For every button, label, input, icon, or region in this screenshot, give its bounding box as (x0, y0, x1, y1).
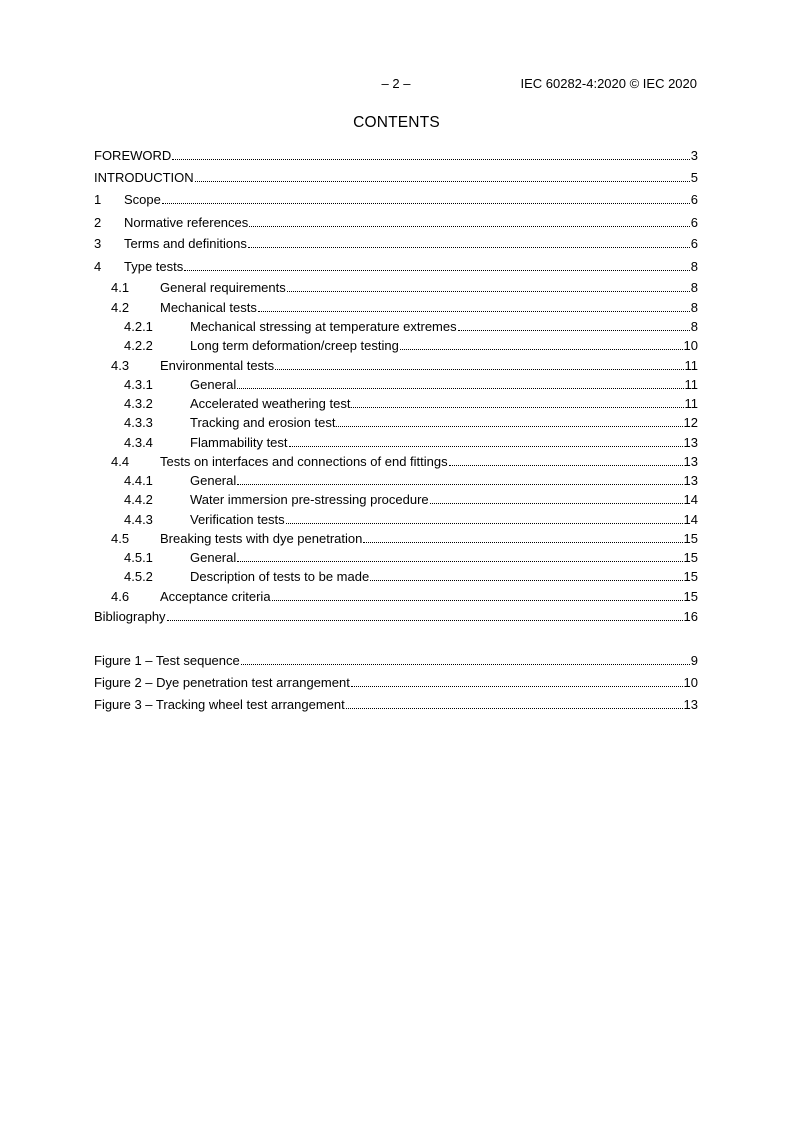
dot-leader (449, 464, 683, 466)
toc-entry-number: 4.3.2 (124, 396, 153, 411)
toc-entry-page: 8 (690, 259, 698, 274)
toc-entry[interactable] (94, 233, 698, 251)
toc-entry-page: 5 (690, 170, 698, 185)
dot-leader (289, 445, 683, 447)
toc-entry-number: 3 (94, 236, 102, 251)
toc-entry-number: 4.4 (111, 454, 130, 469)
dot-leader (237, 483, 682, 485)
figure-list-label: Figure 2 – Dye penetration test arrangement (94, 675, 350, 690)
dot-leader (286, 522, 683, 524)
dot-leader (363, 541, 682, 543)
toc-entry-number: 4.2 (111, 300, 130, 315)
toc-entry-number: 4.2.2 (124, 338, 153, 353)
toc-entry-number: 4.5.2 (124, 569, 153, 584)
toc-entry-page: 11 (684, 377, 698, 392)
toc-entry-page: 16 (683, 609, 698, 624)
toc-entry[interactable] (94, 277, 698, 295)
toc-entry-label: Acceptance criteria (160, 589, 271, 604)
toc-entry-label: Mechanical stressing at temperature extremes (190, 319, 457, 334)
toc-entry[interactable] (94, 451, 698, 469)
dot-leader (346, 707, 683, 709)
toc-entry-label: Flammability test (190, 435, 288, 450)
toc-entry-page: 13 (683, 473, 698, 488)
toc-entry-page: 14 (683, 512, 698, 527)
toc-entry-label: Verification tests (190, 512, 285, 527)
toc-entry-number: 4.3.4 (124, 435, 153, 450)
toc-entry-label: FOREWORD (94, 148, 172, 163)
dot-leader (275, 368, 683, 370)
page-title: CONTENTS (353, 114, 440, 131)
toc-entry-label: Terms and definitions (124, 236, 247, 251)
dot-leader (241, 663, 690, 665)
toc-entry-page: 15 (683, 531, 698, 546)
dot-leader (272, 599, 683, 601)
toc-entry[interactable] (94, 316, 698, 334)
toc-entry-label: General (190, 473, 237, 488)
toc-entry[interactable] (94, 189, 698, 207)
toc-entry[interactable] (94, 412, 698, 430)
toc-entry[interactable] (94, 335, 698, 353)
dot-leader (430, 502, 683, 504)
dot-leader (287, 290, 690, 292)
toc-entry[interactable] (94, 167, 698, 185)
dot-leader (237, 560, 682, 562)
toc-entry-number: 4.6 (111, 589, 130, 604)
toc-entry-number: 4.2.1 (124, 319, 153, 334)
dot-leader (162, 202, 690, 204)
toc-entry-label: Scope (124, 192, 161, 207)
toc-entry-page: 13 (683, 435, 698, 450)
toc-entry-page: 11 (684, 396, 698, 411)
toc-entry[interactable] (94, 374, 698, 392)
toc-entry-number: 4.3.3 (124, 415, 153, 430)
toc-entry-page: 6 (690, 236, 698, 251)
dot-leader (172, 158, 689, 160)
figure-list-label: Figure 1 – Test sequence (94, 653, 240, 668)
dot-leader (258, 310, 690, 312)
toc-entry-number: 4 (94, 259, 102, 274)
toc-entry-label: Accelerated weathering test (190, 396, 351, 411)
toc-entry-number: 4.5.1 (124, 550, 153, 565)
toc-entry-number: 1 (94, 192, 102, 207)
toc-entry[interactable] (94, 145, 698, 163)
toc-entry-page: 15 (683, 550, 698, 565)
toc-entry-label: General (190, 377, 237, 392)
toc-entry-label: General requirements (160, 280, 286, 295)
dot-leader (167, 619, 683, 621)
toc-entry-page: 10 (683, 338, 698, 353)
toc-entry-label: Bibliography (94, 609, 166, 624)
toc-entry-number: 4.4.2 (124, 492, 153, 507)
toc-entry-number: 4.3 (111, 358, 130, 373)
dot-leader (336, 425, 682, 427)
figure-list-page: 10 (683, 675, 698, 690)
toc-entry-page: 15 (683, 589, 698, 604)
toc-entry[interactable] (94, 547, 698, 565)
toc-entry-page: 8 (690, 280, 698, 295)
dot-leader (400, 348, 683, 350)
toc-entry-label: Tests on interfaces and connections of end fittings (160, 454, 448, 469)
toc-entry-label: Type tests (124, 259, 184, 274)
toc-entry-number: 4.5 (111, 531, 130, 546)
toc-entry[interactable] (94, 566, 698, 584)
toc-entry-label: Normative references (124, 215, 249, 230)
toc-entry-page: 8 (690, 319, 698, 334)
document-reference: IEC 60282-4:2020 © IEC 2020 (520, 76, 697, 91)
dot-leader (248, 246, 690, 248)
toc-entry-page: 6 (690, 215, 698, 230)
toc-entry-page: 11 (684, 358, 698, 373)
toc-entry-number: 4.1 (111, 280, 130, 295)
toc-entry-page: 15 (683, 569, 698, 584)
page-number: – 2 – (381, 76, 411, 91)
dot-leader (184, 269, 690, 271)
toc-entry-number: 4.4.1 (124, 473, 153, 488)
toc-entry-page: 8 (690, 300, 698, 315)
toc-entry[interactable] (94, 297, 698, 315)
toc-entry-label: Environmental tests (160, 358, 275, 373)
toc-entry[interactable] (94, 509, 698, 527)
toc-entry-number: 4.4.3 (124, 512, 153, 527)
figure-list-item[interactable] (94, 650, 698, 668)
toc-entry[interactable] (94, 212, 698, 230)
toc-entry-page: 6 (690, 192, 698, 207)
toc-entry-page: 13 (683, 454, 698, 469)
toc-entry[interactable] (94, 355, 698, 373)
toc-entry[interactable] (94, 586, 698, 604)
toc-entry[interactable] (94, 432, 698, 450)
figure-list-page: 9 (690, 653, 698, 668)
dot-leader (237, 387, 683, 389)
dot-leader (351, 406, 683, 408)
toc-entry-label: Breaking tests with dye penetration (160, 531, 363, 546)
figure-list-item[interactable] (94, 694, 698, 712)
toc-entry-page: 3 (690, 148, 698, 163)
toc-entry-number: 4.3.1 (124, 377, 153, 392)
dot-leader (351, 685, 683, 687)
toc-entry-label: Description of tests to be made (190, 569, 370, 584)
toc-entry[interactable] (94, 489, 698, 507)
dot-leader (370, 579, 682, 581)
toc-entry-number: 2 (94, 215, 102, 230)
toc-entry[interactable] (94, 528, 698, 546)
toc-entry[interactable] (94, 393, 698, 411)
toc-entry[interactable] (94, 256, 698, 274)
figure-list-page: 13 (683, 697, 698, 712)
toc-entry-label: Mechanical tests (160, 300, 257, 315)
figure-list-label: Figure 3 – Tracking wheel test arrangement (94, 697, 345, 712)
toc-entry-label: General (190, 550, 237, 565)
toc-entry[interactable] (94, 606, 698, 624)
dot-leader (458, 329, 690, 331)
toc-entry-label: Tracking and erosion test (190, 415, 336, 430)
toc-entry-label: Long term deformation/creep testing (190, 338, 399, 353)
toc-entry-label: Water immersion pre-stressing procedure (190, 492, 429, 507)
toc-entry-page: 14 (683, 492, 698, 507)
page-header (0, 76, 793, 94)
toc-entry[interactable] (94, 470, 698, 488)
dot-leader (249, 225, 689, 227)
toc-entry-page: 12 (683, 415, 698, 430)
dot-leader (195, 180, 690, 182)
figure-list-item[interactable] (94, 672, 698, 690)
toc-entry-label: INTRODUCTION (94, 170, 194, 185)
